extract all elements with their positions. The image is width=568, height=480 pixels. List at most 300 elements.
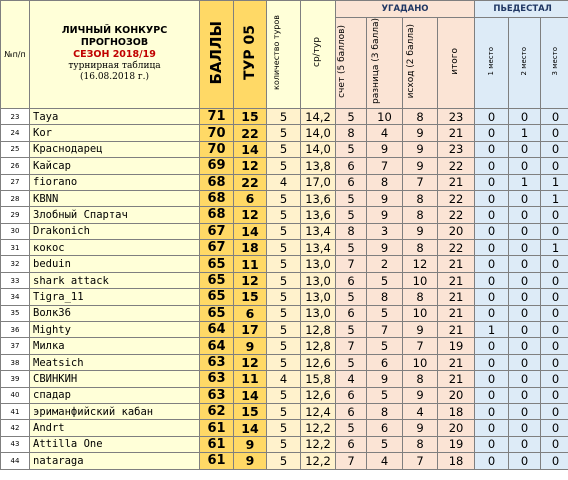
diff-cell: 5 <box>367 436 403 452</box>
first-place-cell: 0 <box>475 305 509 321</box>
points-cell: 61 <box>200 436 234 452</box>
third-place-cell: 1 <box>541 240 568 256</box>
table-row <box>1 190 568 206</box>
outcome-cell: 9 <box>403 322 438 338</box>
round-points-cell: 12 <box>234 272 267 288</box>
avg-cell: 14,0 <box>301 125 336 141</box>
total-cell: 22 <box>438 207 475 223</box>
avg-cell: 12,8 <box>301 338 336 354</box>
table-row <box>1 338 568 354</box>
first-place-cell: 0 <box>475 453 509 469</box>
avg-cell: 14,2 <box>301 108 336 124</box>
rounds-count-cell: 5 <box>267 338 301 354</box>
rounds-count-cell: 5 <box>267 403 301 419</box>
second-place-cell: 0 <box>509 207 541 223</box>
table-row <box>1 174 568 190</box>
diff-column-header <box>367 18 403 109</box>
outcome-cell: 10 <box>403 354 438 370</box>
second-place-cell: 0 <box>509 371 541 387</box>
diff-cell: 4 <box>367 453 403 469</box>
first-place-cell: 0 <box>475 207 509 223</box>
score-cell: 7 <box>336 453 367 469</box>
diff-cell: 4 <box>367 125 403 141</box>
third-place-cell: 0 <box>541 289 568 305</box>
avg-header-label: ср/тур <box>312 37 323 68</box>
total-cell: 22 <box>438 158 475 174</box>
table-row <box>1 305 568 321</box>
round-points-cell: 14 <box>234 141 267 157</box>
rank-cell: 30 <box>1 223 30 239</box>
rounds-count-cell: 5 <box>267 256 301 272</box>
second-place-cell: 0 <box>509 272 541 288</box>
first-place-cell: 0 <box>475 108 509 124</box>
avg-cell: 13,0 <box>301 289 336 305</box>
nickname-cell: Кайсар <box>30 158 200 174</box>
nickname-cell: СВИНКИН <box>30 371 200 387</box>
third-place-cell: 0 <box>541 420 568 436</box>
rank-cell: 35 <box>1 305 30 321</box>
second-place-cell: 0 <box>509 436 541 452</box>
score-header-label: счет (5 баллов) <box>337 24 347 98</box>
diff-cell: 9 <box>367 207 403 223</box>
rank-cell: 36 <box>1 322 30 338</box>
score-cell: 5 <box>336 108 367 124</box>
third-place-cell: 0 <box>541 141 568 157</box>
avg-column-header <box>301 1 336 109</box>
third-place-header-label: 3 место <box>550 46 559 76</box>
first-place-cell: 0 <box>475 256 509 272</box>
first-place-cell: 0 <box>475 420 509 436</box>
outcome-cell: 8 <box>403 190 438 206</box>
score-cell: 4 <box>336 371 367 387</box>
nickname-cell: кокос <box>30 240 200 256</box>
score-cell: 6 <box>336 403 367 419</box>
total-cell: 20 <box>438 387 475 403</box>
first-place-cell: 0 <box>475 190 509 206</box>
points-cell: 65 <box>200 289 234 305</box>
round-points-cell: 6 <box>234 305 267 321</box>
outcome-header-label: исход (2 балла) <box>406 23 416 99</box>
first-place-cell: 0 <box>475 158 509 174</box>
second-place-cell: 0 <box>509 190 541 206</box>
total-cell: 18 <box>438 403 475 419</box>
round-points-cell: 9 <box>234 436 267 452</box>
rank-cell: 26 <box>1 158 30 174</box>
nickname-cell: Tigra_11 <box>30 289 200 305</box>
rounds-count-cell: 5 <box>267 322 301 338</box>
third-place-cell: 0 <box>541 354 568 370</box>
points-cell: 65 <box>200 305 234 321</box>
round-points-cell: 12 <box>234 207 267 223</box>
outcome-cell: 9 <box>403 387 438 403</box>
rounds-count-cell: 5 <box>267 453 301 469</box>
round-points-cell: 6 <box>234 190 267 206</box>
points-column-header <box>200 1 234 109</box>
total-cell: 22 <box>438 240 475 256</box>
avg-cell: 15,8 <box>301 371 336 387</box>
points-cell: 62 <box>200 403 234 419</box>
total-cell: 22 <box>438 190 475 206</box>
score-cell: 5 <box>336 207 367 223</box>
second-place-header-label: 2 место <box>519 46 528 76</box>
total-header-label: итого <box>450 47 461 75</box>
podium-group-header: ПЬЕДЕСТАЛ <box>475 1 568 18</box>
table-row <box>1 420 568 436</box>
table-row <box>1 403 568 419</box>
table-row <box>1 223 568 239</box>
points-cell: 68 <box>200 174 234 190</box>
points-cell: 61 <box>200 420 234 436</box>
round-points-cell: 14 <box>234 387 267 403</box>
third-place-cell: 0 <box>541 272 568 288</box>
diff-cell: 9 <box>367 141 403 157</box>
rounds-count-cell: 5 <box>267 289 301 305</box>
score-cell: 6 <box>336 387 367 403</box>
second-place-cell: 0 <box>509 420 541 436</box>
diff-cell: 5 <box>367 338 403 354</box>
total-cell: 21 <box>438 256 475 272</box>
rounds-count-cell: 5 <box>267 436 301 452</box>
round-header-label: ТУР 05 <box>241 24 258 80</box>
nickname-cell: Taya <box>30 108 200 124</box>
second-place-cell: 1 <box>509 125 541 141</box>
avg-cell: 12,8 <box>301 322 336 338</box>
third-place-column-header <box>541 18 568 109</box>
points-cell: 69 <box>200 158 234 174</box>
outcome-cell: 8 <box>403 240 438 256</box>
table-subtitle: турнирная таблица <box>68 61 161 72</box>
avg-cell: 12,4 <box>301 403 336 419</box>
diff-cell: 8 <box>367 174 403 190</box>
nickname-cell: Милка <box>30 338 200 354</box>
rounds-count-cell: 5 <box>267 272 301 288</box>
first-place-cell: 0 <box>475 240 509 256</box>
score-cell: 5 <box>336 240 367 256</box>
round-points-cell: 14 <box>234 420 267 436</box>
rank-cell: 32 <box>1 256 30 272</box>
rank-cell: 40 <box>1 387 30 403</box>
third-place-cell: 0 <box>541 256 568 272</box>
rank-cell: 42 <box>1 420 30 436</box>
avg-cell: 12,2 <box>301 420 336 436</box>
points-cell: 70 <box>200 125 234 141</box>
table-row <box>1 240 568 256</box>
table-row <box>1 289 568 305</box>
rank-cell: 41 <box>1 403 30 419</box>
nickname-cell: Краснодарец <box>30 141 200 157</box>
rounds-count-column-header <box>267 1 301 109</box>
table-header <box>1 1 568 109</box>
third-place-cell: 0 <box>541 125 568 141</box>
diff-cell: 10 <box>367 108 403 124</box>
rank-cell: 43 <box>1 436 30 452</box>
season-label: СЕЗОН 2018/19 <box>73 49 156 61</box>
third-place-cell: 0 <box>541 338 568 354</box>
nickname-cell: Злобный Спартач <box>30 207 200 223</box>
second-place-cell: 0 <box>509 305 541 321</box>
outcome-cell: 9 <box>403 158 438 174</box>
total-cell: 23 <box>438 108 475 124</box>
outcome-column-header <box>403 18 438 109</box>
score-cell: 6 <box>336 174 367 190</box>
score-cell: 6 <box>336 436 367 452</box>
rounds-count-cell: 5 <box>267 125 301 141</box>
outcome-cell: 9 <box>403 420 438 436</box>
rounds-count-cell: 5 <box>267 240 301 256</box>
diff-header-label: разница (3 балла) <box>370 18 381 104</box>
rank-cell: 33 <box>1 272 30 288</box>
round-points-cell: 22 <box>234 125 267 141</box>
avg-cell: 13,0 <box>301 272 336 288</box>
outcome-cell: 8 <box>403 371 438 387</box>
table-row <box>1 207 568 223</box>
rounds-count-cell: 5 <box>267 387 301 403</box>
outcome-cell: 8 <box>403 436 438 452</box>
diff-cell: 9 <box>367 371 403 387</box>
total-cell: 23 <box>438 141 475 157</box>
third-place-cell: 0 <box>541 436 568 452</box>
round-points-cell: 15 <box>234 289 267 305</box>
round-points-cell: 11 <box>234 371 267 387</box>
total-cell: 21 <box>438 354 475 370</box>
points-cell: 67 <box>200 223 234 239</box>
round-points-cell: 22 <box>234 174 267 190</box>
rounds-count-cell: 5 <box>267 223 301 239</box>
contest-title-cell <box>30 1 200 109</box>
nickname-cell: KBNN <box>30 190 200 206</box>
first-place-cell: 0 <box>475 141 509 157</box>
table-row <box>1 108 568 124</box>
third-place-cell: 0 <box>541 453 568 469</box>
first-place-cell: 0 <box>475 371 509 387</box>
first-place-cell: 0 <box>475 387 509 403</box>
score-cell: 6 <box>336 158 367 174</box>
third-place-cell: 0 <box>541 371 568 387</box>
total-cell: 20 <box>438 420 475 436</box>
second-place-cell: 0 <box>509 338 541 354</box>
second-place-cell: 0 <box>509 453 541 469</box>
table-row <box>1 272 568 288</box>
first-place-cell: 0 <box>475 272 509 288</box>
round-points-cell: 12 <box>234 354 267 370</box>
rank-cell: 23 <box>1 108 30 124</box>
total-cell: 21 <box>438 305 475 321</box>
total-cell: 21 <box>438 174 475 190</box>
score-cell: 7 <box>336 256 367 272</box>
score-cell: 5 <box>336 322 367 338</box>
avg-cell: 13,6 <box>301 190 336 206</box>
second-place-cell: 0 <box>509 158 541 174</box>
second-place-cell: 0 <box>509 289 541 305</box>
avg-cell: 12,2 <box>301 436 336 452</box>
table-row <box>1 141 568 157</box>
table-row <box>1 158 568 174</box>
table-row <box>1 322 568 338</box>
round-points-cell: 18 <box>234 240 267 256</box>
avg-cell: 14,0 <box>301 141 336 157</box>
rounds-count-cell: 5 <box>267 420 301 436</box>
first-place-cell: 0 <box>475 354 509 370</box>
avg-cell: 13,4 <box>301 223 336 239</box>
points-cell: 70 <box>200 141 234 157</box>
table-row <box>1 256 568 272</box>
rounds-count-cell: 4 <box>267 371 301 387</box>
points-cell: 64 <box>200 338 234 354</box>
score-cell: 5 <box>336 354 367 370</box>
score-cell: 5 <box>336 289 367 305</box>
second-place-cell: 0 <box>509 108 541 124</box>
score-cell: 8 <box>336 125 367 141</box>
score-cell: 5 <box>336 420 367 436</box>
rank-cell: 44 <box>1 453 30 469</box>
score-cell: 6 <box>336 305 367 321</box>
table-body <box>1 108 568 469</box>
outcome-cell: 4 <box>403 403 438 419</box>
first-place-column-header <box>475 18 509 109</box>
avg-cell: 12,6 <box>301 354 336 370</box>
second-place-cell: 0 <box>509 256 541 272</box>
points-cell: 61 <box>200 453 234 469</box>
table-row <box>1 436 568 452</box>
rank-cell: 28 <box>1 190 30 206</box>
third-place-cell: 0 <box>541 322 568 338</box>
points-header-label: БАЛЛЫ <box>206 20 225 85</box>
contest-title-line2: ПРОГНОЗОВ <box>80 37 149 49</box>
first-place-cell: 0 <box>475 403 509 419</box>
rank-cell: 24 <box>1 125 30 141</box>
score-cell: 7 <box>336 338 367 354</box>
total-cell: 21 <box>438 289 475 305</box>
avg-cell: 12,6 <box>301 387 336 403</box>
second-place-cell: 0 <box>509 322 541 338</box>
second-place-cell: 0 <box>509 403 541 419</box>
rounds-count-cell: 5 <box>267 190 301 206</box>
avg-cell: 12,2 <box>301 453 336 469</box>
outcome-cell: 8 <box>403 108 438 124</box>
table-row <box>1 125 568 141</box>
outcome-cell: 8 <box>403 289 438 305</box>
score-cell: 5 <box>336 190 367 206</box>
outcome-cell: 9 <box>403 223 438 239</box>
diff-cell: 8 <box>367 403 403 419</box>
total-cell: 18 <box>438 453 475 469</box>
rank-cell: 39 <box>1 371 30 387</box>
diff-cell: 6 <box>367 420 403 436</box>
score-column-header <box>336 18 367 109</box>
rounds-count-cell: 5 <box>267 354 301 370</box>
nickname-cell: Kor <box>30 125 200 141</box>
nickname-cell: Drakonich <box>30 223 200 239</box>
avg-cell: 13,4 <box>301 240 336 256</box>
diff-cell: 9 <box>367 240 403 256</box>
outcome-cell: 9 <box>403 125 438 141</box>
nickname-cell: спадар <box>30 387 200 403</box>
total-cell: 21 <box>438 322 475 338</box>
table-row <box>1 371 568 387</box>
outcome-cell: 7 <box>403 338 438 354</box>
round-points-cell: 9 <box>234 338 267 354</box>
nickname-cell: Meatsich <box>30 354 200 370</box>
rounds-count-cell: 5 <box>267 108 301 124</box>
round-column-header <box>234 1 267 109</box>
points-cell: 68 <box>200 207 234 223</box>
nickname-cell: fiorano <box>30 174 200 190</box>
third-place-cell: 0 <box>541 108 568 124</box>
nickname-cell: shark attack <box>30 272 200 288</box>
second-place-cell: 1 <box>509 174 541 190</box>
rank-cell: 31 <box>1 240 30 256</box>
points-cell: 64 <box>200 322 234 338</box>
diff-cell: 7 <box>367 158 403 174</box>
nickname-cell: Attilla One <box>30 436 200 452</box>
guessed-group-header: УГАДАНО <box>336 1 475 18</box>
round-points-cell: 14 <box>234 223 267 239</box>
first-place-cell: 0 <box>475 436 509 452</box>
diff-cell: 9 <box>367 190 403 206</box>
total-column-header <box>438 18 475 109</box>
rounds-count-cell: 5 <box>267 141 301 157</box>
avg-cell: 17,0 <box>301 174 336 190</box>
points-cell: 63 <box>200 354 234 370</box>
round-points-cell: 15 <box>234 108 267 124</box>
points-cell: 63 <box>200 371 234 387</box>
first-place-cell: 0 <box>475 174 509 190</box>
outcome-cell: 7 <box>403 174 438 190</box>
third-place-cell: 0 <box>541 387 568 403</box>
num-column-header: №п/п <box>1 1 30 109</box>
diff-cell: 5 <box>367 305 403 321</box>
rank-cell: 37 <box>1 338 30 354</box>
diff-cell: 7 <box>367 322 403 338</box>
nickname-cell: Mighty <box>30 322 200 338</box>
first-place-header-label: 1 место <box>486 46 495 76</box>
nickname-cell: nataraga <box>30 453 200 469</box>
nickname-cell: Andrt <box>30 420 200 436</box>
outcome-cell: 8 <box>403 207 438 223</box>
points-cell: 65 <box>200 256 234 272</box>
round-points-cell: 15 <box>234 403 267 419</box>
outcome-cell: 7 <box>403 453 438 469</box>
second-place-cell: 0 <box>509 141 541 157</box>
avg-cell: 13,0 <box>301 256 336 272</box>
second-place-cell: 0 <box>509 354 541 370</box>
round-points-cell: 11 <box>234 256 267 272</box>
third-place-cell: 1 <box>541 174 568 190</box>
total-cell: 21 <box>438 272 475 288</box>
rounds-count-header-label: количество туров <box>271 14 281 90</box>
score-cell: 5 <box>336 141 367 157</box>
outcome-cell: 12 <box>403 256 438 272</box>
diff-cell: 5 <box>367 272 403 288</box>
total-cell: 21 <box>438 371 475 387</box>
diff-cell: 6 <box>367 354 403 370</box>
third-place-cell: 1 <box>541 190 568 206</box>
outcome-cell: 9 <box>403 141 438 157</box>
third-place-cell: 0 <box>541 223 568 239</box>
avg-cell: 13,6 <box>301 207 336 223</box>
avg-cell: 13,8 <box>301 158 336 174</box>
score-cell: 6 <box>336 272 367 288</box>
table-row <box>1 354 568 370</box>
total-cell: 19 <box>438 436 475 452</box>
round-points-cell: 12 <box>234 158 267 174</box>
round-points-cell: 9 <box>234 453 267 469</box>
points-cell: 71 <box>200 108 234 124</box>
first-place-cell: 1 <box>475 322 509 338</box>
rank-cell: 38 <box>1 354 30 370</box>
rounds-count-cell: 5 <box>267 158 301 174</box>
avg-cell: 13,0 <box>301 305 336 321</box>
